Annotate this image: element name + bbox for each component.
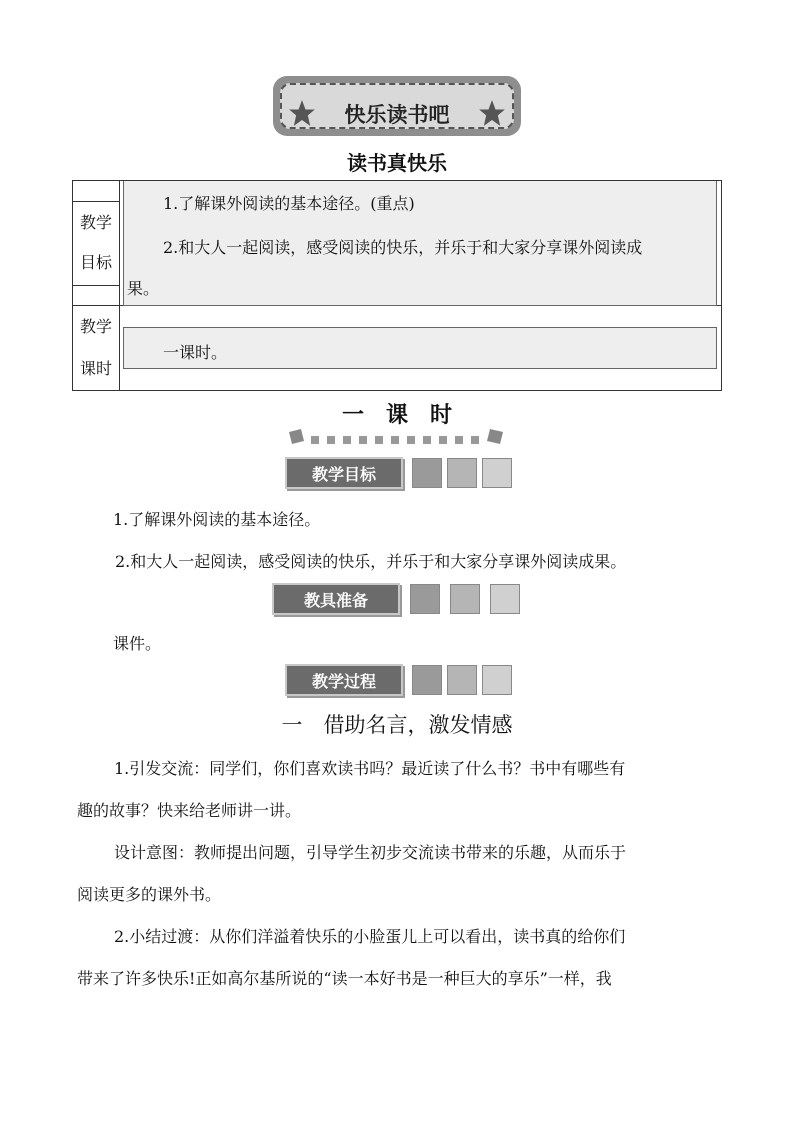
table-divider — [119, 181, 120, 390]
badge-teaching-process — [285, 664, 515, 696]
objective-item: 1.了解课外阅读的基本途径。(重点) — [163, 194, 415, 213]
objective-item: 2.和大人一起阅读，感受阅读的快乐，并乐于和大家分享课外阅读成 — [163, 238, 643, 257]
badge-teaching-goals — [285, 457, 515, 489]
decor-square — [447, 665, 477, 695]
decor-square — [482, 458, 512, 488]
dotted-divider — [287, 428, 507, 448]
objectives-label: 教学 — [79, 213, 112, 232]
title-banner — [273, 76, 521, 136]
decor-square — [490, 584, 520, 614]
table-divider — [73, 285, 119, 286]
prep-text: 课件。 — [113, 634, 162, 653]
objectives-table — [72, 180, 722, 391]
part-heading: 一 借助名言，激发情感 — [281, 713, 513, 737]
badge-label: 教学过程 — [285, 664, 403, 696]
period-label: 课时 — [79, 359, 112, 378]
badge-label: 教学目标 — [285, 457, 403, 489]
period-label: 教学 — [79, 317, 112, 336]
decor-square — [447, 458, 477, 488]
badge-label: 教具准备 — [272, 583, 400, 615]
body-line: 趣的故事？快来给老师讲一讲。 — [77, 801, 302, 820]
decor-square — [482, 665, 512, 695]
decor-square — [412, 665, 442, 695]
goal-item: 2.和大人一起阅读，感受阅读的快乐，并乐于和大家分享课外阅读成果。 — [115, 552, 627, 571]
table-divider — [73, 201, 119, 202]
section-title: 一课时 — [341, 403, 474, 428]
lesson-title: 读书真快乐 — [347, 151, 447, 175]
banner-frame — [280, 83, 514, 129]
decor-square — [410, 584, 440, 614]
period-text: 一课时。 — [163, 343, 228, 362]
banner-title: 快乐读书吧 — [344, 103, 450, 127]
body-line: 设计意图：教师提出问题，引导学生初步交流读书带来的乐趣，从而乐于 — [114, 843, 627, 862]
decor-square — [450, 584, 480, 614]
star-icon — [478, 99, 506, 127]
body-line: 阅读更多的课外书。 — [77, 885, 222, 904]
objectives-label: 目标 — [79, 253, 112, 272]
goal-item: 1.了解课外阅读的基本途径。 — [113, 510, 321, 529]
body-line: 带来了许多快乐!正如高尔基所说的“读一本好书是一种巨大的享乐”一样，我 — [77, 969, 612, 988]
body-line: 2.小结过渡：从你们洋溢着快乐的小脸蛋儿上可以看出，读书真的给你们 — [114, 927, 626, 946]
body-line: 1.引发交流：同学们，你们喜欢读书吗？最近读了什么书？书中有哪些有 — [114, 759, 626, 778]
badge-teaching-prep — [272, 583, 522, 615]
decor-square — [412, 458, 442, 488]
objective-item: 果。 — [127, 279, 160, 298]
